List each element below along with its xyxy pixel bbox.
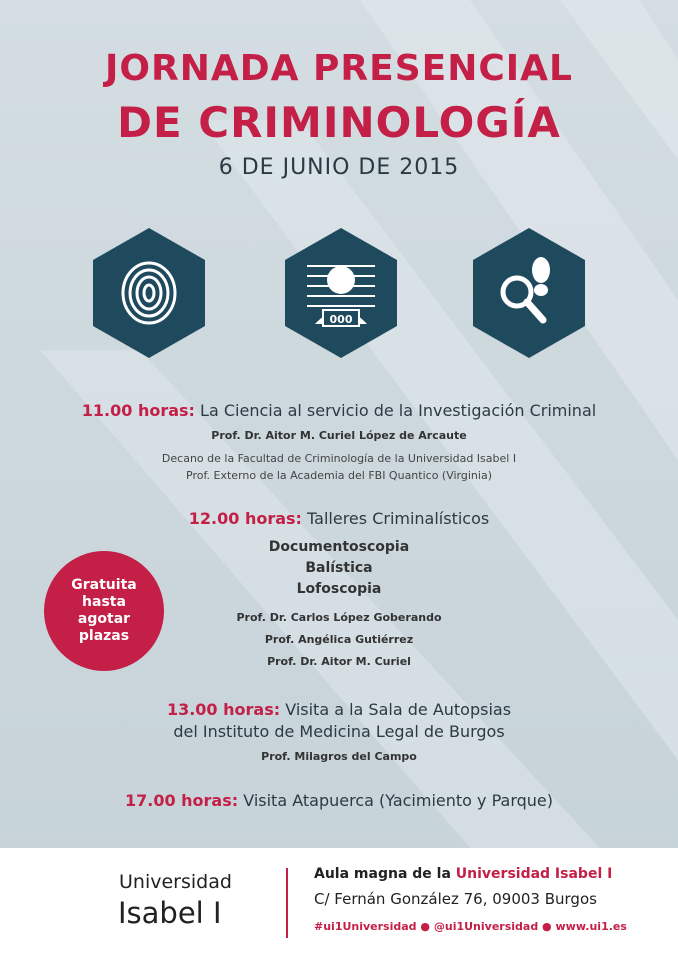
mugshot-icon: [281, 226, 401, 360]
hashtag-link[interactable]: #ui1Universidad: [314, 920, 417, 933]
topic-documentoscopia: Documentoscopia: [268, 539, 410, 555]
schedule-item-1700: [0, 791, 678, 810]
fingerprint-icon: [89, 226, 209, 360]
footer-divider: [286, 868, 288, 938]
address: C/ Fernán González 76, 09003 Burgos: [314, 890, 597, 908]
schedule-item-1300: [0, 700, 678, 719]
handle-link[interactable]: @ui1Universidad: [433, 920, 539, 933]
social-links: #ui1Universidad ● @ui1Universidad ● www.ui1.es: [314, 920, 627, 933]
time-1100: 11.00 horas:: [81, 401, 195, 420]
time-1700: 17.00 horas:: [124, 791, 239, 810]
free-admission-badge: [44, 551, 164, 671]
speaker-desc-2: Prof. Externo de la Academia del FBI Quantico (Virginia): [186, 469, 492, 482]
venue-prefix: Aula magna de la: [314, 866, 451, 882]
title-1200: Talleres Criminalísticos: [307, 509, 490, 528]
website-link[interactable]: www.ui1.es: [555, 920, 627, 933]
badge-line-3: agotar: [77, 611, 131, 627]
badge-line-2: hasta: [82, 594, 126, 610]
title-1300-line1: Visita a la Sala de Autopsias: [285, 700, 512, 719]
badge-line-1: Gratuita: [71, 577, 137, 593]
title-line-1: JORNADA PRESENCIAL: [105, 48, 573, 89]
speaker-1200-1: Prof. Dr. Carlos López Goberando: [236, 611, 442, 624]
badge-line-4: plazas: [78, 628, 130, 644]
magnifier-footprint-icon: [469, 226, 589, 360]
topic-lofoscopia: Lofoscopia: [296, 581, 382, 597]
title-1700: Visita Atapuerca (Yacimiento y Parque): [243, 791, 554, 810]
schedule-item-1200: [0, 509, 678, 528]
title-1300-line2: del Instituto de Medicina Legal de Burgos: [173, 722, 505, 741]
schedule-item-1100: [0, 401, 678, 420]
topic-balistica: Balística: [305, 560, 373, 576]
speaker-desc-1: Decano de la Facultad de Criminología de la Universidad Isabel I: [161, 452, 517, 465]
speaker-1200-3: Prof. Dr. Aitor M. Curiel: [267, 655, 411, 668]
mugshot-plate: 000: [329, 313, 353, 326]
event-date: 6 DE JUNIO DE 2015: [218, 155, 460, 180]
university-name-line1: Universidad: [119, 871, 232, 893]
title-line-2: DE CRIMINOLOGÍA: [117, 98, 561, 147]
university-name-line2: Isabel I: [118, 896, 222, 930]
venue-name: Universidad Isabel I: [455, 866, 613, 882]
title-1100: La Ciencia al servicio de la Investigación Criminal: [200, 401, 597, 420]
time-1300: 13.00 horas:: [166, 700, 281, 719]
time-1200: 12.00 horas:: [188, 509, 302, 528]
speaker-1100: Prof. Dr. Aitor M. Curiel López de Arcaute: [211, 429, 467, 442]
speaker-1200-2: Prof. Angélica Gutiérrez: [264, 633, 414, 646]
venue: [314, 866, 612, 882]
speaker-1300: Prof. Milagros del Campo: [261, 750, 417, 763]
